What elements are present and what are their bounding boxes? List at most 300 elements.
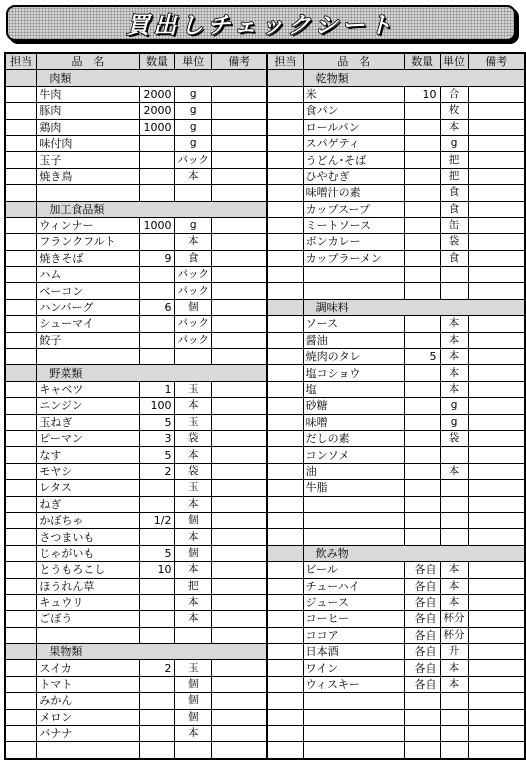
note-cell[interactable] — [468, 201, 525, 217]
item-unit: 個 — [175, 299, 212, 315]
tanto-cell[interactable] — [267, 103, 303, 119]
item-name — [303, 267, 404, 283]
table-row — [5, 627, 525, 643]
tanto-cell[interactable] — [267, 660, 303, 676]
note-cell[interactable] — [468, 217, 525, 233]
tanto-cell[interactable] — [5, 545, 37, 561]
table-row — [5, 660, 525, 676]
item-name: じゃがいも — [37, 545, 139, 561]
item-unit: g — [440, 135, 468, 151]
note-cell[interactable] — [468, 332, 525, 348]
tanto-cell[interactable] — [5, 676, 37, 692]
note-cell[interactable] — [468, 316, 525, 332]
table-row — [5, 480, 525, 496]
note-cell[interactable] — [211, 529, 267, 545]
item-qty: 各自 — [404, 562, 440, 578]
item-unit: 本 — [175, 447, 212, 463]
header-note: 備考 — [468, 53, 525, 70]
tanto-cell[interactable] — [5, 430, 37, 446]
item-name: 米 — [303, 86, 404, 102]
tanto-cell[interactable] — [267, 250, 303, 266]
item-qty: 1000 — [139, 217, 175, 233]
note-cell[interactable] — [211, 299, 267, 315]
tanto-cell[interactable] — [267, 234, 303, 250]
tanto-cell[interactable] — [5, 332, 37, 348]
table-row — [5, 365, 525, 381]
tanto-cell[interactable] — [267, 480, 303, 496]
item-name: ボンカレー — [303, 234, 404, 250]
note-cell[interactable] — [468, 283, 525, 299]
note-cell[interactable] — [211, 103, 267, 119]
table-row — [5, 152, 525, 168]
tanto-cell[interactable] — [5, 693, 37, 709]
item-name — [303, 726, 404, 742]
item-unit: 本 — [440, 381, 468, 397]
tanto-cell[interactable] — [267, 578, 303, 594]
item-name: 味付肉 — [37, 135, 139, 151]
note-cell[interactable] — [468, 267, 525, 283]
tanto-cell[interactable] — [5, 135, 37, 151]
tanto-cell[interactable] — [5, 660, 37, 676]
note-cell[interactable] — [468, 512, 525, 528]
note-cell[interactable] — [211, 135, 267, 151]
item-name — [303, 709, 404, 725]
table-row — [5, 496, 525, 512]
item-unit: 個 — [175, 693, 212, 709]
note-cell[interactable] — [468, 726, 525, 742]
note-cell[interactable] — [211, 414, 267, 430]
item-unit: 把 — [440, 168, 468, 184]
item-unit: 本 — [440, 463, 468, 479]
note-cell[interactable] — [468, 676, 525, 692]
category-tanto-cell[interactable] — [5, 70, 37, 86]
note-cell[interactable] — [211, 119, 267, 135]
note-cell[interactable] — [468, 234, 525, 250]
tanto-cell[interactable] — [5, 86, 37, 102]
item-unit: g — [175, 86, 212, 102]
item-unit: 本 — [440, 349, 468, 365]
item-unit — [175, 185, 212, 201]
tanto-cell[interactable] — [267, 726, 303, 742]
item-unit: 本 — [175, 168, 212, 184]
item-unit: パック — [175, 332, 212, 348]
note-cell[interactable] — [468, 529, 525, 545]
table-row — [5, 250, 525, 266]
note-cell[interactable] — [211, 578, 267, 594]
tanto-cell[interactable] — [267, 611, 303, 627]
item-unit: 本 — [175, 611, 212, 627]
item-qty — [404, 480, 440, 496]
item-name: 日本酒 — [303, 644, 404, 660]
item-name: トマト — [37, 676, 139, 692]
note-cell[interactable] — [211, 234, 267, 250]
note-cell[interactable] — [211, 693, 267, 709]
item-qty: 各自 — [404, 627, 440, 643]
tanto-cell[interactable] — [5, 217, 37, 233]
item-unit — [440, 283, 468, 299]
item-qty — [404, 726, 440, 742]
tanto-cell[interactable] — [5, 283, 37, 299]
tanto-cell[interactable] — [267, 447, 303, 463]
tanto-cell[interactable] — [267, 644, 303, 660]
header-unit: 単位 — [440, 53, 468, 70]
tanto-cell[interactable] — [267, 594, 303, 610]
item-unit: 玉 — [175, 414, 212, 430]
item-name — [303, 529, 404, 545]
item-name: ピーマン — [37, 430, 139, 446]
tanto-cell[interactable] — [5, 611, 37, 627]
note-cell[interactable] — [211, 398, 267, 414]
tanto-cell[interactable] — [267, 512, 303, 528]
tanto-cell[interactable] — [5, 316, 37, 332]
tanto-cell[interactable] — [5, 103, 37, 119]
header-name: 品 名 — [303, 53, 404, 70]
item-name: スイカ — [37, 660, 139, 676]
item-qty — [139, 594, 175, 610]
item-name: メロン — [37, 709, 139, 725]
note-cell[interactable] — [211, 316, 267, 332]
tanto-cell[interactable] — [267, 332, 303, 348]
note-cell[interactable] — [211, 185, 267, 201]
note-cell[interactable] — [211, 594, 267, 610]
item-name: 焼肉のタレ — [303, 349, 404, 365]
item-qty: 9 — [139, 250, 175, 266]
tanto-cell[interactable] — [5, 447, 37, 463]
item-qty — [139, 627, 175, 643]
tanto-cell[interactable] — [267, 742, 303, 759]
note-cell[interactable] — [211, 430, 267, 446]
item-name: 鶏肉 — [37, 119, 139, 135]
tanto-cell[interactable] — [267, 693, 303, 709]
note-cell[interactable] — [211, 562, 267, 578]
item-qty — [139, 709, 175, 725]
item-unit — [175, 627, 212, 643]
note-cell[interactable] — [211, 545, 267, 561]
table-row — [5, 103, 525, 119]
tanto-cell[interactable] — [267, 316, 303, 332]
note-cell[interactable] — [468, 644, 525, 660]
item-unit: g — [440, 398, 468, 414]
note-cell[interactable] — [211, 512, 267, 528]
tanto-cell[interactable] — [5, 349, 37, 365]
item-unit: g — [175, 135, 212, 151]
item-unit: パック — [175, 152, 212, 168]
note-cell[interactable] — [211, 152, 267, 168]
table-row — [5, 676, 525, 692]
tanto-cell[interactable] — [5, 742, 37, 759]
item-name — [303, 283, 404, 299]
tanto-cell[interactable] — [267, 381, 303, 397]
note-cell[interactable] — [468, 168, 525, 184]
tanto-cell[interactable] — [5, 562, 37, 578]
note-cell[interactable] — [468, 135, 525, 151]
tanto-cell[interactable] — [5, 152, 37, 168]
item-qty — [404, 463, 440, 479]
item-qty — [139, 726, 175, 742]
tanto-cell[interactable] — [267, 217, 303, 233]
item-name: モヤシ — [37, 463, 139, 479]
item-name: ごぼう — [37, 611, 139, 627]
item-name: 牛脂 — [303, 480, 404, 496]
item-unit: 枚 — [440, 103, 468, 119]
table-row — [5, 742, 525, 759]
note-cell[interactable] — [211, 283, 267, 299]
item-name — [303, 496, 404, 512]
tanto-cell[interactable] — [267, 627, 303, 643]
note-cell[interactable] — [211, 217, 267, 233]
tanto-cell[interactable] — [5, 627, 37, 643]
tanto-cell[interactable] — [5, 414, 37, 430]
item-qty: 10 — [139, 562, 175, 578]
tanto-cell[interactable] — [5, 480, 37, 496]
note-cell[interactable] — [468, 496, 525, 512]
note-cell[interactable] — [468, 86, 525, 102]
item-qty — [404, 529, 440, 545]
item-qty: 1/2 — [139, 512, 175, 528]
item-name: バナナ — [37, 726, 139, 742]
note-cell[interactable] — [468, 709, 525, 725]
note-cell[interactable] — [211, 349, 267, 365]
tanto-cell[interactable] — [5, 496, 37, 512]
tanto-cell[interactable] — [5, 168, 37, 184]
tanto-cell[interactable] — [267, 152, 303, 168]
note-cell[interactable] — [211, 660, 267, 676]
category-tanto-cell[interactable] — [267, 545, 303, 561]
item-qty — [139, 135, 175, 151]
header-tanto: 担当 — [267, 53, 303, 70]
tanto-cell[interactable] — [267, 201, 303, 217]
note-cell[interactable] — [211, 627, 267, 643]
item-unit: 杯分 — [440, 611, 468, 627]
note-cell[interactable] — [211, 480, 267, 496]
table-row — [5, 463, 525, 479]
item-qty — [404, 234, 440, 250]
tanto-cell[interactable] — [5, 185, 37, 201]
tanto-cell[interactable] — [267, 414, 303, 430]
item-name: キャベツ — [37, 381, 139, 397]
item-name: 焼きそば — [37, 250, 139, 266]
tanto-cell[interactable] — [5, 726, 37, 742]
tanto-cell[interactable] — [267, 349, 303, 365]
tanto-cell[interactable] — [267, 365, 303, 381]
tanto-cell[interactable] — [267, 430, 303, 446]
item-name: シューマイ — [37, 316, 139, 332]
note-cell[interactable] — [211, 463, 267, 479]
tanto-cell[interactable] — [267, 168, 303, 184]
item-name: ソース — [303, 316, 404, 332]
note-cell[interactable] — [211, 676, 267, 692]
table-row — [5, 644, 525, 660]
tanto-cell[interactable] — [5, 709, 37, 725]
item-unit: 升 — [440, 644, 468, 660]
tanto-cell[interactable] — [267, 676, 303, 692]
item-name: ロールパン — [303, 119, 404, 135]
item-name: チューハイ — [303, 578, 404, 594]
note-cell[interactable] — [468, 185, 525, 201]
item-qty — [404, 496, 440, 512]
item-unit — [440, 709, 468, 725]
item-qty — [404, 250, 440, 266]
table-row — [5, 726, 525, 742]
item-name: なす — [37, 447, 139, 463]
category-label: 乾物類 — [315, 71, 349, 85]
note-cell[interactable] — [468, 430, 525, 446]
tanto-cell[interactable] — [267, 529, 303, 545]
note-cell[interactable] — [468, 627, 525, 643]
item-unit — [440, 529, 468, 545]
item-qty — [139, 332, 175, 348]
tanto-cell[interactable] — [5, 463, 37, 479]
category-tanto-cell[interactable] — [267, 70, 303, 86]
item-qty — [139, 611, 175, 627]
item-unit: 本 — [440, 562, 468, 578]
table-row — [5, 562, 525, 578]
item-name: 玉ねぎ — [37, 414, 139, 430]
item-name — [37, 627, 139, 643]
item-qty — [404, 119, 440, 135]
category-tanto-cell[interactable] — [5, 644, 37, 660]
item-name: とうもろこし — [37, 562, 139, 578]
item-qty: 2 — [139, 660, 175, 676]
note-cell[interactable] — [211, 250, 267, 266]
item-qty — [404, 267, 440, 283]
item-name: ねぎ — [37, 496, 139, 512]
note-cell[interactable] — [468, 660, 525, 676]
tanto-cell[interactable] — [5, 529, 37, 545]
category-tanto-cell[interactable] — [5, 201, 37, 217]
tanto-cell[interactable] — [267, 709, 303, 725]
item-qty — [404, 152, 440, 168]
tanto-cell[interactable] — [5, 299, 37, 315]
item-qty — [404, 201, 440, 217]
item-unit: 本 — [440, 332, 468, 348]
note-cell[interactable] — [211, 267, 267, 283]
item-qty — [139, 185, 175, 201]
tanto-cell[interactable] — [267, 119, 303, 135]
note-cell[interactable] — [211, 447, 267, 463]
table-row — [5, 414, 525, 430]
tanto-cell[interactable] — [5, 398, 37, 414]
note-cell[interactable] — [211, 709, 267, 725]
note-cell[interactable] — [468, 103, 525, 119]
note-cell[interactable] — [211, 496, 267, 512]
note-cell[interactable] — [211, 726, 267, 742]
item-unit: 把 — [440, 152, 468, 168]
note-cell[interactable] — [468, 562, 525, 578]
item-qty — [139, 529, 175, 545]
note-cell[interactable] — [468, 480, 525, 496]
note-cell[interactable] — [468, 447, 525, 463]
item-name: ワイン — [303, 660, 404, 676]
item-qty — [404, 512, 440, 528]
tanto-cell[interactable] — [5, 578, 37, 594]
item-unit: 袋 — [440, 430, 468, 446]
note-cell[interactable] — [468, 742, 525, 759]
category-label: 飲み物 — [315, 546, 349, 560]
note-cell[interactable] — [468, 414, 525, 430]
item-unit: 個 — [175, 676, 212, 692]
item-unit — [175, 349, 212, 365]
item-unit: 本 — [175, 594, 212, 610]
note-cell[interactable] — [468, 152, 525, 168]
table-row — [5, 578, 525, 594]
table-row — [5, 529, 525, 545]
item-name: ビール — [303, 562, 404, 578]
tanto-cell[interactable] — [267, 185, 303, 201]
tanto-cell[interactable] — [5, 512, 37, 528]
tanto-cell[interactable] — [5, 381, 37, 397]
item-unit: 本 — [440, 594, 468, 610]
item-name: ハム — [37, 267, 139, 283]
item-name: 食パン — [303, 103, 404, 119]
tanto-cell[interactable] — [267, 398, 303, 414]
item-unit: パック — [175, 316, 212, 332]
note-cell[interactable] — [468, 463, 525, 479]
tanto-cell[interactable] — [5, 119, 37, 135]
tanto-cell[interactable] — [5, 234, 37, 250]
checklist-table — [4, 52, 526, 760]
tanto-cell[interactable] — [267, 283, 303, 299]
tanto-cell[interactable] — [267, 86, 303, 102]
tanto-cell[interactable] — [267, 463, 303, 479]
note-cell[interactable] — [468, 250, 525, 266]
tanto-cell[interactable] — [267, 496, 303, 512]
item-qty — [404, 742, 440, 759]
note-cell[interactable] — [211, 86, 267, 102]
note-cell[interactable] — [211, 332, 267, 348]
tanto-cell[interactable] — [267, 267, 303, 283]
item-qty — [404, 217, 440, 233]
tanto-cell[interactable] — [267, 562, 303, 578]
item-qty: 2000 — [139, 86, 175, 102]
item-name — [303, 742, 404, 759]
category-tanto-cell[interactable] — [5, 365, 37, 381]
note-cell[interactable] — [468, 578, 525, 594]
note-cell[interactable] — [468, 611, 525, 627]
note-cell[interactable] — [468, 349, 525, 365]
category-label: 肉類 — [49, 71, 72, 85]
item-qty: 100 — [139, 398, 175, 414]
tanto-cell[interactable] — [5, 594, 37, 610]
checklist-body — [5, 53, 525, 759]
item-name — [303, 693, 404, 709]
note-cell[interactable] — [211, 611, 267, 627]
table-row — [5, 398, 525, 414]
item-unit: 袋 — [175, 430, 212, 446]
item-unit: 食 — [175, 250, 212, 266]
item-qty: 各自 — [404, 578, 440, 594]
tanto-cell[interactable] — [267, 135, 303, 151]
item-qty: 1000 — [139, 119, 175, 135]
note-cell[interactable] — [211, 381, 267, 397]
note-cell[interactable] — [468, 119, 525, 135]
note-cell[interactable] — [468, 693, 525, 709]
note-cell[interactable] — [468, 398, 525, 414]
tanto-cell[interactable] — [5, 267, 37, 283]
note-cell[interactable] — [468, 594, 525, 610]
note-cell[interactable] — [211, 168, 267, 184]
header-unit: 単位 — [175, 53, 212, 70]
note-cell[interactable] — [468, 365, 525, 381]
tanto-cell[interactable] — [5, 250, 37, 266]
item-unit: 本 — [440, 119, 468, 135]
category-tanto-cell[interactable] — [267, 299, 303, 315]
note-cell[interactable] — [468, 381, 525, 397]
note-cell[interactable] — [211, 742, 267, 759]
item-qty — [404, 316, 440, 332]
item-name: コーヒー — [303, 611, 404, 627]
table-row — [5, 135, 525, 151]
